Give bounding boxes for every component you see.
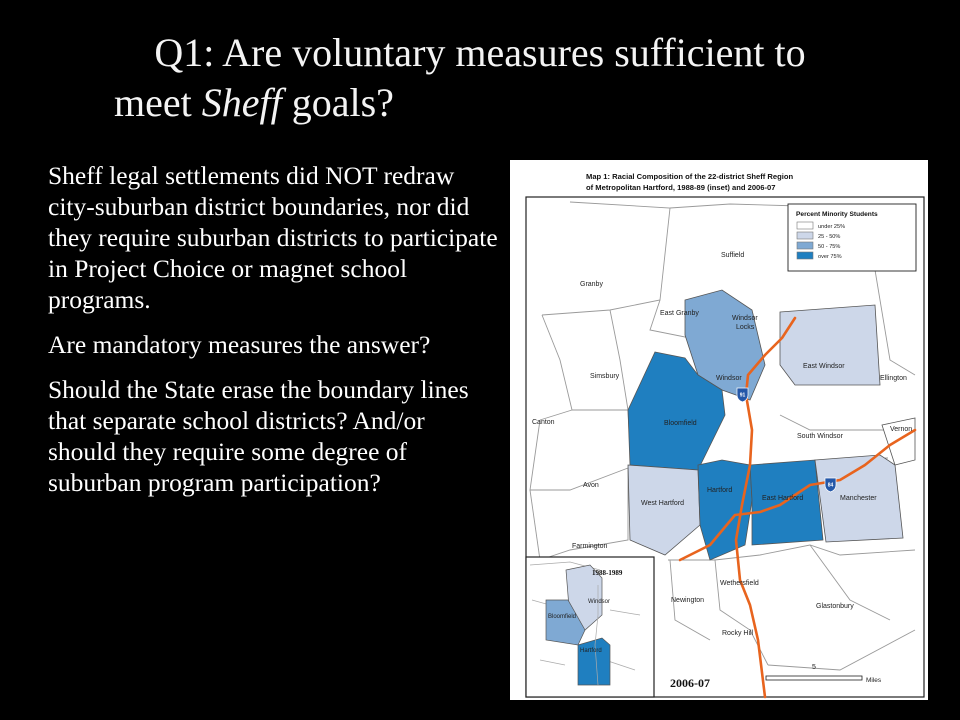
- town-east-granby: East Granby: [660, 310, 699, 317]
- svg-text:84: 84: [827, 482, 834, 489]
- legend-swatch-under25: [797, 222, 813, 229]
- paragraph-state: Should the State erase the boundary lines that separate school districts? And/or should they require some degree of suburban program participation?: [48, 375, 469, 497]
- town-windsor-locks-1: Windsor: [732, 315, 758, 322]
- paragraph-mandatory: Are mandatory measures the answer?: [48, 330, 431, 359]
- legend: [788, 204, 916, 271]
- town-ellington: Ellington: [880, 375, 907, 382]
- i91-shield: [737, 388, 748, 402]
- town-glastonbury: Glastonbury: [816, 603, 854, 610]
- slide-title: [0, 28, 960, 128]
- town-granby: Granby: [580, 281, 603, 288]
- map-title-line-1: Map 1: Racial Composition of the 22-district Sheff Region: [586, 172, 794, 181]
- inset-year: 1988-1989: [592, 569, 623, 577]
- town-farmington: Farmington: [572, 543, 608, 550]
- town-newington: Newington: [671, 597, 705, 604]
- map-title-line-2: of Metropolitan Hartford, 1988-89 (inset) and 2006-07: [586, 183, 776, 192]
- legend-label-25-50: 25 - 50%: [818, 234, 841, 240]
- paragraph-settlements: Sheff legal settlements did NOT redraw city-suburban district boundaries, nor did they require suburban districts to participate in Project Choice or magnet school programs.: [48, 161, 498, 314]
- town-east-hartford: East Hartford: [762, 495, 804, 502]
- district-east-hartford: [750, 460, 823, 545]
- town-west-hartford: West Hartford: [641, 500, 685, 507]
- inset-map-1988-89: [526, 557, 654, 697]
- legend-label-over75: over 75%: [818, 254, 842, 260]
- i84-shield: [825, 478, 836, 492]
- town-simsbury: Simsbury: [590, 373, 620, 380]
- town-bloomfield: Bloomfield: [664, 420, 697, 427]
- town-windsor-locks-2: Locks: [736, 324, 755, 331]
- scale-value: 5: [812, 664, 816, 671]
- legend-swatch-50-75: [797, 242, 813, 249]
- town-avon: Avon: [583, 482, 599, 489]
- town-east-windsor: East Windsor: [803, 363, 845, 370]
- slide-body: [48, 160, 498, 512]
- town-wethersfield: Wethersfield: [720, 580, 759, 587]
- town-rocky-hill: Rocky Hill: [722, 630, 754, 637]
- inset-hartford-label: Hartford: [580, 648, 602, 654]
- town-south-windsor: South Windsor: [797, 433, 843, 440]
- title-line-2: meet Sheff goals?: [114, 80, 394, 125]
- district-hartford: [698, 460, 752, 560]
- town-hartford: Hartford: [707, 487, 733, 494]
- legend-label-50-75: 50 - 75%: [818, 244, 841, 250]
- town-windsor: Windsor: [716, 375, 742, 382]
- legend-label-under25: under 25%: [818, 224, 846, 230]
- town-suffield: Suffield: [721, 252, 745, 259]
- map-year-label: 2006-07: [670, 676, 710, 690]
- town-manchester: Manchester: [840, 495, 877, 502]
- town-vernon: Vernon: [890, 426, 913, 433]
- title-line-1: Q1: Are voluntary measures sufficient to: [154, 30, 806, 75]
- legend-swatch-over75: [797, 252, 813, 259]
- legend-swatch-25-50: [797, 232, 813, 239]
- svg-text:91: 91: [739, 392, 746, 399]
- inset-hartford: [578, 638, 610, 685]
- legend-title: Percent Minority Students: [796, 211, 878, 218]
- town-canton: Canton: [532, 419, 555, 426]
- inset-bloomfield-label: Bloomfield: [548, 614, 577, 620]
- sheff-region-map: [510, 160, 928, 700]
- inset-windsor-label: Windsor: [588, 599, 611, 605]
- scale-unit: Miles: [866, 677, 882, 684]
- title-sheff-emphasis: Sheff: [201, 80, 282, 125]
